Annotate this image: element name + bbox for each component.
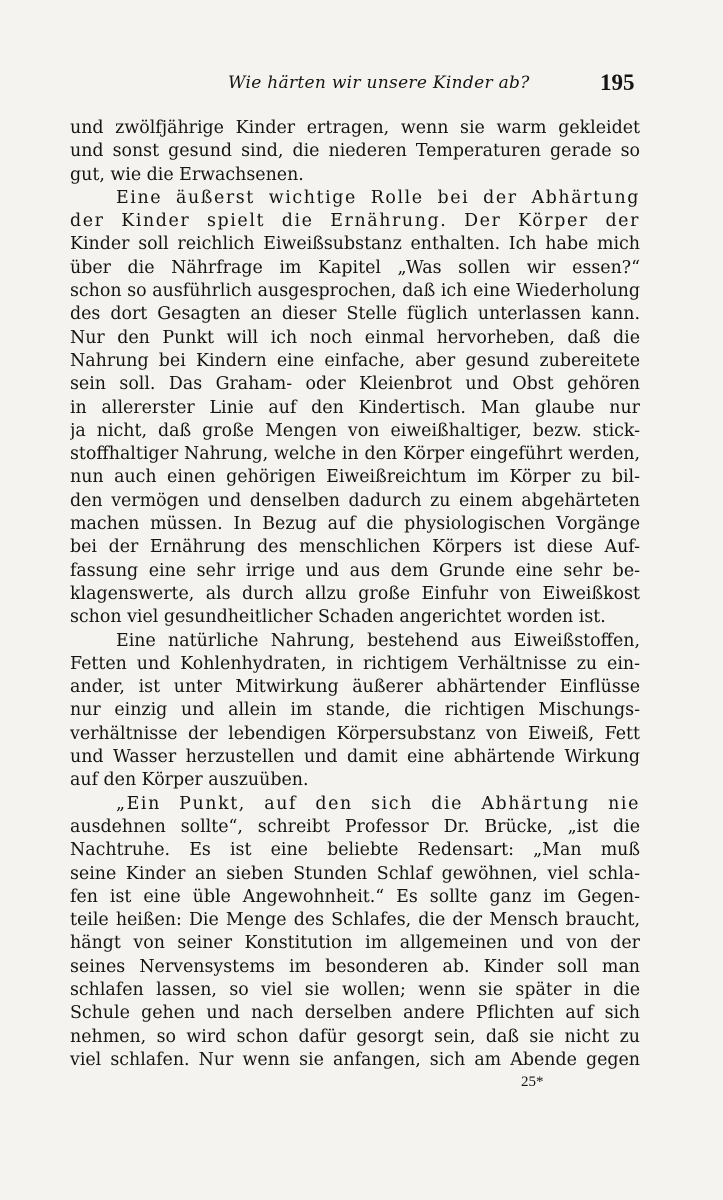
- text-line: schon so ausführlich ausgesprochen, daß ich eine Wiederholung: [70, 281, 640, 302]
- text-line: auf den Körper auszuüben.: [70, 770, 309, 791]
- running-title: Wie härten wir unsere Kinder ab?: [228, 73, 530, 93]
- text-line: Nachtruhe. Es ist eine beliebte Redensart: „Man muß: [70, 840, 640, 861]
- text-line: über die Nährfrage im Kapitel „Was sollen wir essen?“: [70, 257, 640, 278]
- text-line: Nahrung bei Kindern eine einfache, aber gesund zubereitete: [70, 350, 640, 371]
- text-line: Kinder soll reichlich Eiweißsubstanz enthalten. Ich habe mich: [70, 234, 640, 255]
- text-line: sein soll. Das Graham- oder Kleienbrot und Obst gehören: [70, 374, 640, 395]
- text-line: und zwölfjährige Kinder ertragen, wenn sie warm gekleidet: [70, 118, 640, 138]
- text-line: Schule gehen und nach derselben andere Pflichten auf sich: [70, 1003, 640, 1024]
- page-number: 195: [600, 70, 635, 95]
- text-line: nehmen, so wird schon dafür gesorgt sein, daß sie nicht zu: [70, 1026, 640, 1047]
- text-line: nur einzig und allein im stande, die richtigen Mischungs-: [70, 700, 640, 721]
- text-line: ausdehnen sollte“, schreibt Professor Dr. Brücke, „ist die: [70, 816, 640, 837]
- body-text: [70, 117, 640, 1072]
- text-line: machen müssen. In Bezug auf die physiologischen Vorgänge: [70, 514, 640, 535]
- text-line: den vermögen und denselben dadurch zu einem abgehärteten: [70, 490, 640, 511]
- text-line: Eine natürliche Nahrung, bestehend aus Eiweißstoffen,: [116, 630, 640, 651]
- text-line: der Kinder spielt die Ernährung. Der Körper der: [70, 211, 640, 232]
- text-line: seines Nervensystems im besonderen ab. Kinder soll man: [70, 956, 640, 977]
- text-line: gut, wie die Erwachsenen.: [70, 164, 304, 185]
- text-line: bei der Ernährung des menschlichen Körpers ist diese Auf-: [70, 537, 640, 558]
- text-line: teile heißen: Die Menge des Schlafes, die der Mensch braucht,: [70, 910, 640, 931]
- text-line: und Wasser herzustellen und damit eine abhärtende Wirkung: [70, 747, 640, 768]
- text-line: hängt von seiner Konstitution im allgemeinen und von der: [70, 933, 640, 954]
- text-line: Eine äußerst wichtige Rolle bei der Abhärtung: [116, 187, 640, 208]
- text-line: „Ein Punkt, auf den sich die Abhärtung nie: [116, 793, 640, 814]
- text-line: Fetten und Kohlenhydraten, in richtigem Verhältnisse zu ein-: [70, 653, 640, 674]
- text-line: stoffhaltiger Nahrung, welche in den Körper eingeführt werden,: [70, 444, 640, 465]
- text-line: seine Kinder an sieben Stunden Schlaf gewöhnen, viel schla-: [70, 863, 640, 884]
- text-line: schlafen lassen, so viel sie wollen; wenn sie später in die: [70, 979, 640, 1000]
- text-line: und sonst gesund sind, die niederen Temperaturen gerade so: [70, 141, 640, 162]
- text-line: verhältnisse der lebendigen Körpersubstanz von Eiweiß, Fett: [70, 723, 640, 744]
- text-line: Nur den Punkt will ich noch einmal hervorheben, daß die: [70, 327, 640, 348]
- text-line: fen ist eine üble Angewohnheit.“ Es sollte ganz im Gegen-: [70, 886, 640, 907]
- signature-mark: 25*: [521, 1074, 544, 1090]
- text-line: fassung eine sehr irrige und aus dem Grunde eine sehr be-: [70, 560, 640, 581]
- text-line: schon viel gesundheitlicher Schaden angerichtet worden ist.: [70, 607, 606, 628]
- text-line: ander, ist unter Mitwirkung äußerer abhärtender Einflüsse: [70, 677, 640, 698]
- text-line: in allererster Linie auf den Kindertisch. Man glaube nur: [70, 397, 640, 418]
- text-line: nun auch einen gehörigen Eiweißreichtum im Körper zu bil-: [70, 467, 640, 488]
- text-line: ja nicht, daß große Mengen von eiweißhaltiger, bezw. stick-: [70, 420, 640, 441]
- text-line: viel schlafen. Nur wenn sie anfangen, sich am Abende gegen: [70, 1049, 640, 1070]
- text-line: des dort Gesagten an dieser Stelle füglich unterlassen kann.: [70, 304, 640, 325]
- text-line: klagenswerte, als durch allzu große Einfuhr von Eiweißkost: [70, 583, 640, 604]
